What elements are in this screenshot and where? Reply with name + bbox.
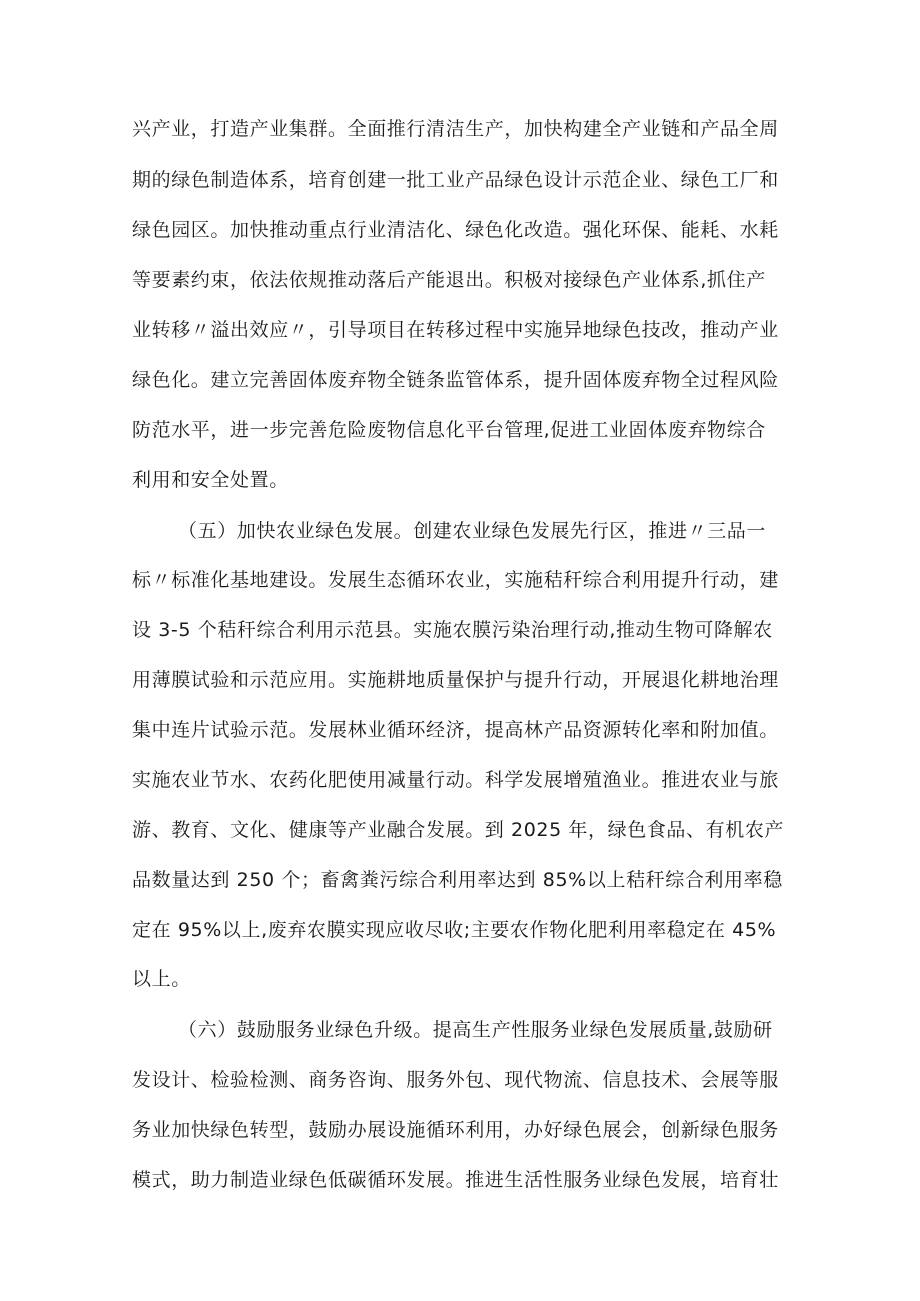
text-line: 定在 95%以上,废弃农膜实现应收尽收;主要农作物化肥利用率稳定在 45% (132, 919, 777, 941)
text-line: 务业加快绿色转型，鼓励办展设施循环利用，办好绿色展会，创新绿色服务 (132, 1119, 779, 1141)
text-line: 防范水平，进一步完善危险废物信息化平台管理,促进工业固体废弃物综合 (132, 419, 766, 441)
text-line: 期的绿色制造体系，培育创建一批工业产品绿色设计示范企业、绿色工厂和 (132, 169, 779, 191)
text-line: 集中连片试验示范。发展林业循环经济，提高林产品资源转化率和附加值。 (132, 719, 779, 741)
text-line: 等要素约束，依法依规推动落后产能退出。积极对接绿色产业体系,抓住产 (132, 269, 766, 291)
paragraph-first-line: （六）鼓励服务业绿色升级。提高生产性服务业绿色发展质量,鼓励研 (178, 1019, 773, 1041)
text-line: 兴产业，打造产业集群。全面推行清洁生产，加快构建全产业链和产品全周 (132, 118, 779, 140)
text-line: 标〃标准化基地建设。发展生态循环农业，实施秸秆综合利用提升行动，建 (132, 569, 779, 591)
text-line: 游、教育、文化、健康等产业融合发展。到 2025 年，绿色食品、有机农产 (132, 819, 785, 841)
text-line: 绿色化。建立完善固体废弃物全链条监管体系，提升固体废弃物全过程风险 (132, 369, 779, 391)
text-line: 利用和安全处置。 (132, 469, 289, 491)
text-line: 以上。 (132, 968, 191, 990)
text-line: 品数量达到 250 个；畜禽粪污综合利用率达到 85%以上秸秆综合利用率稳 (132, 869, 783, 891)
text-line: 模式，助力制造业绿色低碳循环发展。推进生活性服务业绿色发展，培育壮 (132, 1169, 779, 1191)
text-line: 绿色园区。加快推动重点行业清洁化、绿色化改造。强化环保、能耗、水耗 (132, 219, 779, 241)
paragraph-first-line: （五）加快农业绿色发展。创建农业绿色发展先行区，推进〃三品一 (178, 520, 767, 542)
text-line: 设 3-5 个秸秆综合利用示范县。实施农膜污染治理行动,推动生物可降解农 (132, 619, 773, 641)
text-line: 发设计、检验检测、商务咨询、服务外包、现代物流、信息技术、会展等服 (132, 1069, 779, 1091)
text-line: 业转移〃溢出效应〃，引导项目在转移过程中实施异地绿色技改，推动产业 (132, 319, 779, 341)
text-line: 用薄膜试验和示范应用。实施耕地质量保护与提升行动，开展退化耕地治理 (132, 669, 779, 691)
text-line: 实施农业节水、农药化肥使用减量行动。科学发展增殖渔业。推进农业与旅 (132, 769, 779, 791)
